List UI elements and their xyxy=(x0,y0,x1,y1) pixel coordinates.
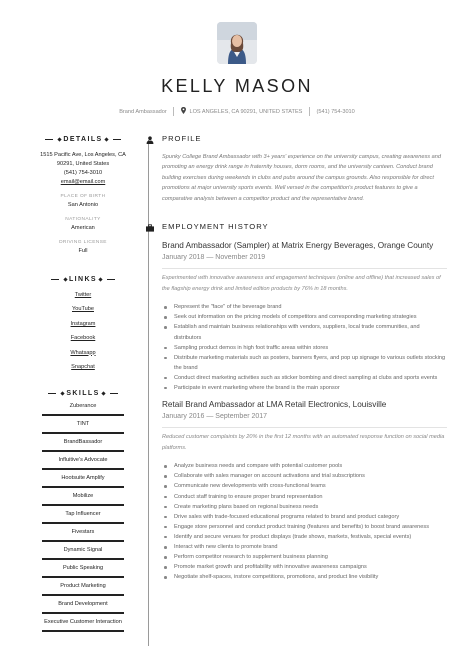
skill-item: Hootsuite Amplify xyxy=(61,475,105,482)
profile-heading: PROFILE xyxy=(162,132,447,146)
skill-item: Fivestars xyxy=(71,529,95,536)
list-item: Establish and maintain business relationships with vendors, suppliers, local trade communities, and distributors xyxy=(162,322,447,342)
skill-item: Public Speaking xyxy=(62,565,104,572)
nationality-label: NATIONALITY xyxy=(65,217,101,222)
divider xyxy=(162,427,447,428)
skill-item: BrandBassador xyxy=(63,439,103,446)
links-heading: LINKS xyxy=(30,272,136,286)
nationality-value: American xyxy=(71,225,95,231)
right-column xyxy=(162,132,447,582)
skill-item: Dynamic Signal xyxy=(63,547,103,554)
link-twitter[interactable]: Twitter xyxy=(74,292,92,298)
birth-value: San Antonio xyxy=(67,202,99,208)
skill-item: Product Marketing xyxy=(60,583,106,590)
list-item: Promote market growth and profitability with innovative awareness campaigns xyxy=(162,562,447,572)
skill-item: Influitive's Advocate xyxy=(58,457,108,464)
skill-bar xyxy=(42,468,124,470)
license-label: DRIVING LICENSE xyxy=(59,240,107,245)
skill-bar xyxy=(42,504,124,506)
link-snapchat[interactable]: Snapchat xyxy=(71,364,95,371)
skill-bar xyxy=(42,612,124,614)
list-item: Interact with new clients to promote brand xyxy=(162,542,447,552)
timeline-line xyxy=(148,140,149,646)
link-whatsapp[interactable]: Whatsapp xyxy=(70,349,96,356)
job-title: Retail Brand Ambassador at LMA Retail Electronics, Louisville xyxy=(162,400,387,410)
skill-bar xyxy=(42,540,124,542)
list-item: Distribute marketing materials such as posters, banners flyers, and pop up signage to various outlets stocking the brand xyxy=(162,353,447,373)
job-summary: Experimented with innovative awareness and engagement techniques (online and offline) that increased sales of the flagship energy drink and limited edition products by 76% in 18 months. xyxy=(162,275,441,292)
job-title: Brand Ambassador (Sampler) at Matrix Energy Beverages, Orange County xyxy=(162,241,434,251)
skill-bar xyxy=(42,576,124,578)
birth-label: PLACE OF BIRTH xyxy=(60,194,106,199)
profile-summary: Spunky College Brand Ambassador with 3+ years' experience on the university campus, creating awareness and promoting an energy drink range in fraternity houses, dorm rooms, and the university canteen. Conduct brand building exercises during weekends in clubs and pubs around the campus grounds. Also responsible for direct promotions at major university sports events. Well versed in the competition's product features to give a comparative analysis between a competitor product and the representative brand. xyxy=(162,154,441,202)
skill-item: Brand Development xyxy=(58,601,108,608)
left-column xyxy=(30,132,136,636)
skill-bar xyxy=(42,558,124,560)
link-instagram[interactable]: Instagram xyxy=(70,320,96,327)
email-link[interactable]: email@email.com xyxy=(60,179,106,185)
list-item: Represent the "face" of the beverage brand xyxy=(162,302,447,312)
skill-bar xyxy=(42,522,124,524)
list-item: Seek out information on the pricing models of competitors and corresponding marketing strategies xyxy=(162,312,447,322)
list-item: Participate in event marketing where the brand is the main sponsor xyxy=(162,383,447,393)
list-item: Perform competitor research to supplement business planning xyxy=(162,552,447,562)
job-bullets xyxy=(162,461,447,582)
skill-item: Zuberance xyxy=(69,403,97,410)
list-item: Communicate new developments with cross-functional teams xyxy=(162,481,447,491)
divider xyxy=(162,268,447,269)
skill-bar xyxy=(42,630,124,632)
location-text: LOS ANGELES, CA 90291, UNITED STATES xyxy=(189,108,303,115)
skill-bar xyxy=(42,450,124,452)
list-item: Conduct direct marketing activities such as sticker bombing and direct sampling at clubs and sports events xyxy=(162,373,447,383)
job-dates: January 2016 — September 2017 xyxy=(162,413,268,421)
skills-heading: SKILLS xyxy=(30,386,136,400)
contact-subline xyxy=(0,107,474,116)
job-entry xyxy=(162,399,447,582)
divider xyxy=(173,107,174,116)
link-facebook[interactable]: Facebook xyxy=(70,335,96,342)
list-item: Identify and secure venues for product displays (trade shows, markets, festivals, special events) xyxy=(162,532,447,542)
skill-bar xyxy=(42,486,124,488)
list-item: Drive sales with trade-focused educational programs related to brand and product category xyxy=(162,512,447,522)
skill-item: TINT xyxy=(76,421,90,428)
employment-heading: EMPLOYMENT HISTORY xyxy=(162,220,447,234)
profile-photo xyxy=(217,22,257,64)
person-icon xyxy=(146,135,154,143)
details-phone: (541) 754-3010 xyxy=(63,170,103,176)
divider xyxy=(309,107,310,116)
job-bullets xyxy=(162,302,447,393)
address-line-2: 90291, United States xyxy=(56,161,110,167)
role-title: Brand Ambassador xyxy=(119,108,167,115)
link-youtube[interactable]: YouTube xyxy=(72,306,94,313)
skill-item: Mobilize xyxy=(72,493,94,500)
skill-bar xyxy=(42,432,124,434)
list-item: Negotiate shelf-spaces, instore competitions, promotions, and product line visibility xyxy=(162,572,447,582)
skill-bar xyxy=(42,414,124,416)
list-item: Analyze business needs and compare with potential customer pools xyxy=(162,461,447,471)
location-pin-icon xyxy=(181,107,186,116)
list-item: Create marketing plans based on regional business needs xyxy=(162,502,447,512)
list-item: Engage store personnel and conduct product training (features and benefits) to boost brand awareness xyxy=(162,522,447,532)
phone-text: (541) 754-3010 xyxy=(316,108,355,115)
candidate-name: KELLY MASON xyxy=(161,76,313,96)
skill-item: Tap Influencer xyxy=(65,511,101,518)
list-item: Sampling product demos in high foot traffic areas within stores xyxy=(162,343,447,353)
list-item: Conduct staff training to ensure proper brand representation xyxy=(162,492,447,502)
job-dates: January 2018 — November 2019 xyxy=(162,254,266,262)
address-line-1: 1515 Pacific Ave, Los Angeles, CA xyxy=(40,152,126,158)
list-item: Collaborate with sales manager on account activations and trial subscriptions xyxy=(162,471,447,481)
details-heading: DETAILS xyxy=(30,132,136,146)
skill-bar xyxy=(42,594,124,596)
skill-item: Executive Customer Interaction xyxy=(44,619,122,626)
briefcase-icon xyxy=(146,223,154,231)
license-value: Full xyxy=(78,248,88,254)
job-summary: Reduced customer complaints by 20% in the first 12 months with an automated response function on social media platforms. xyxy=(162,434,445,451)
job-entry xyxy=(162,240,447,393)
